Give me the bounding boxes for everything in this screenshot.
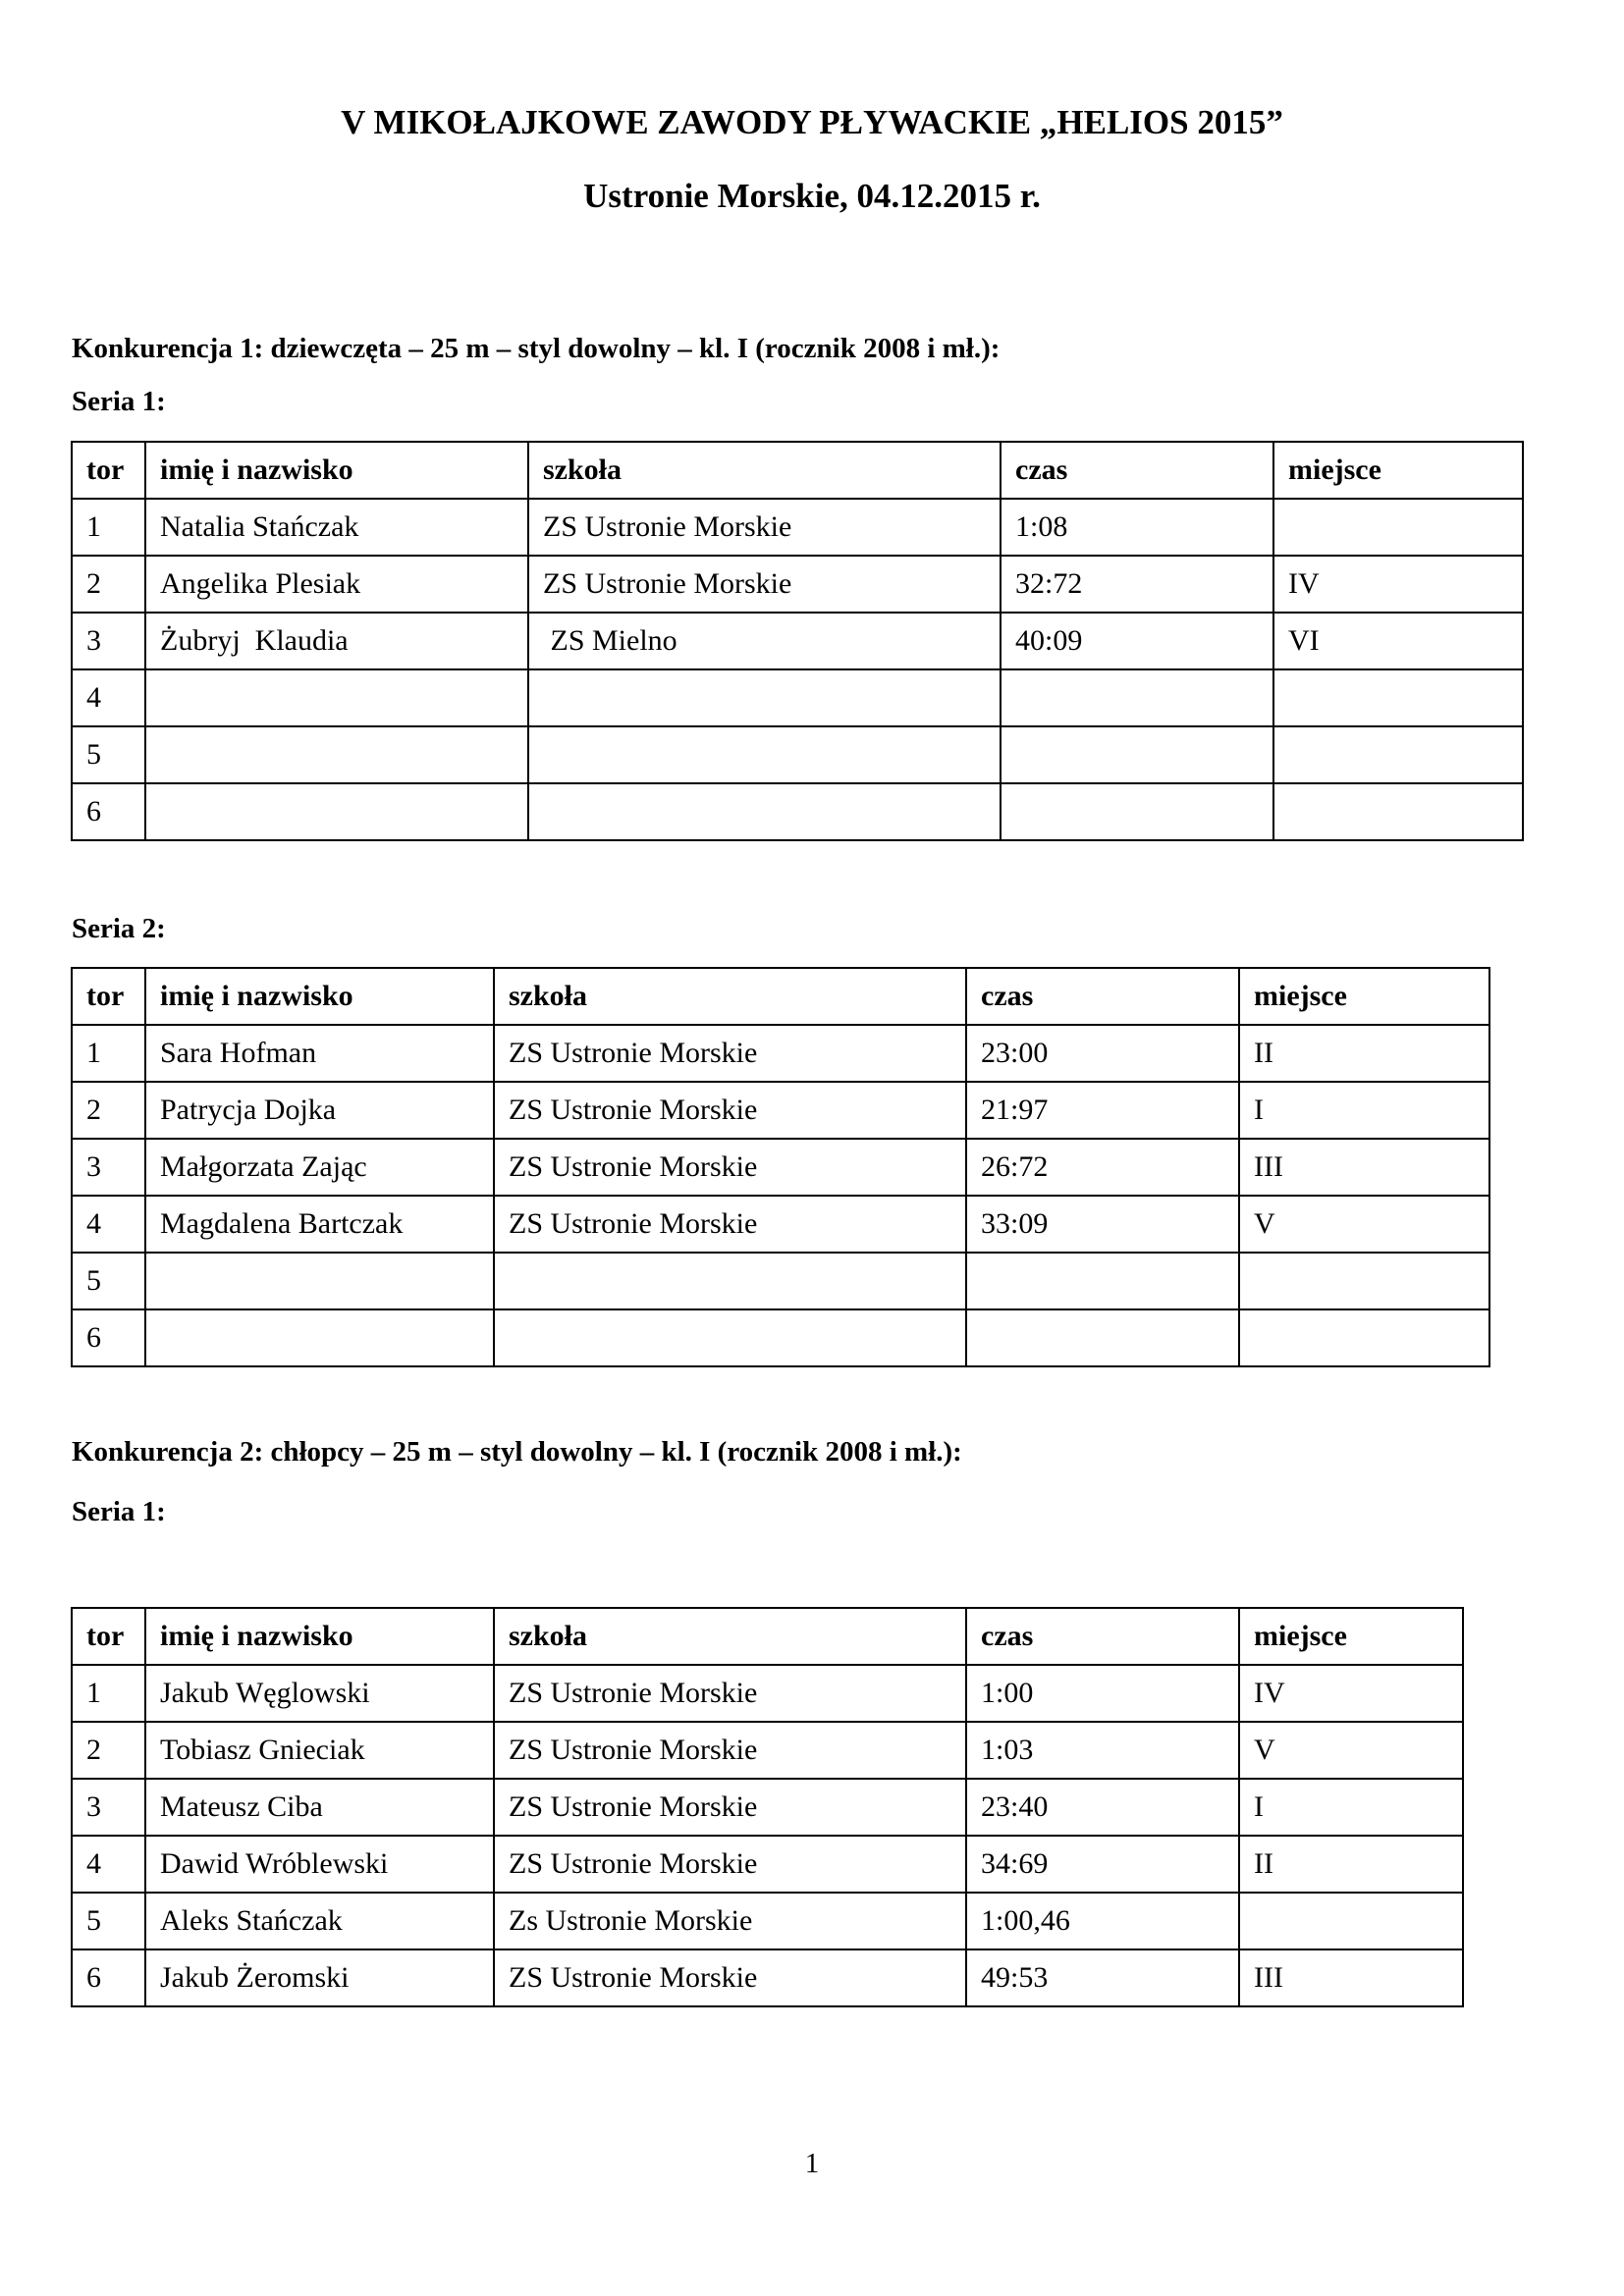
table-row (72, 1722, 1463, 1779)
lane-cell: 1 (72, 1665, 145, 1722)
time-cell: 21:97 (966, 1082, 1239, 1139)
school-cell (528, 726, 1001, 783)
lane-cell: 4 (72, 1836, 145, 1893)
results-table (71, 1607, 1464, 2007)
place-cell: II (1239, 1025, 1489, 1082)
column-header: szkoła (494, 968, 966, 1025)
time-cell: 26:72 (966, 1139, 1239, 1196)
column-header: szkoła (528, 442, 1001, 499)
time-cell: 23:00 (966, 1025, 1239, 1082)
time-cell: 32:72 (1001, 556, 1273, 613)
name-cell: Aleks Stańczak (145, 1893, 494, 1949)
place-cell: IV (1239, 1665, 1463, 1722)
name-cell (145, 1253, 494, 1309)
table-row (72, 1253, 1489, 1309)
school-cell: ZS Ustronie Morskie (494, 1779, 966, 1836)
name-cell (145, 669, 528, 726)
column-header: tor (72, 1608, 145, 1665)
column-header: imię i nazwisko (145, 968, 494, 1025)
name-cell: Tobiasz Gnieciak (145, 1722, 494, 1779)
column-header: czas (1001, 442, 1273, 499)
table-row (72, 499, 1523, 556)
column-header: tor (72, 442, 145, 499)
school-cell: Zs Ustronie Morskie (494, 1893, 966, 1949)
column-header: imię i nazwisko (145, 1608, 494, 1665)
school-cell: ZS Ustronie Morskie (494, 1949, 966, 2006)
place-cell (1239, 1309, 1489, 1366)
place-cell: V (1239, 1196, 1489, 1253)
time-cell (966, 1253, 1239, 1309)
column-header: czas (966, 968, 1239, 1025)
table-row (72, 613, 1523, 669)
place-cell: I (1239, 1082, 1489, 1139)
table-row (72, 1082, 1489, 1139)
table-row (72, 1665, 1463, 1722)
lane-cell: 6 (72, 1309, 145, 1366)
place-cell: II (1239, 1836, 1463, 1893)
table-header-row (72, 442, 1523, 499)
document-subtitle: Ustronie Morskie, 04.12.2015 r. (583, 177, 1041, 215)
school-cell: ZS Mielno (528, 613, 1001, 669)
school-cell: ZS Ustronie Morskie (494, 1082, 966, 1139)
time-cell: 49:53 (966, 1949, 1239, 2006)
time-cell (1001, 669, 1273, 726)
school-cell: ZS Ustronie Morskie (528, 499, 1001, 556)
time-cell (966, 1309, 1239, 1366)
name-cell: Dawid Wróblewski (145, 1836, 494, 1893)
name-cell (145, 1309, 494, 1366)
school-cell: ZS Ustronie Morskie (494, 1139, 966, 1196)
lane-cell: 1 (72, 1025, 145, 1082)
column-header: szkoła (494, 1608, 966, 1665)
column-header: tor (72, 968, 145, 1025)
place-cell: V (1239, 1722, 1463, 1779)
table-row (72, 783, 1523, 840)
name-cell: Małgorzata Zając (145, 1139, 494, 1196)
school-cell (494, 1309, 966, 1366)
column-header: miejsce (1239, 1608, 1463, 1665)
lane-cell: 2 (72, 1082, 145, 1139)
lane-cell: 5 (72, 1253, 145, 1309)
lane-cell: 4 (72, 669, 145, 726)
school-cell (528, 783, 1001, 840)
lane-cell: 5 (72, 726, 145, 783)
place-cell (1273, 499, 1523, 556)
time-cell (1001, 726, 1273, 783)
lane-cell: 4 (72, 1196, 145, 1253)
time-cell: 1:08 (1001, 499, 1273, 556)
name-cell: Magdalena Bartczak (145, 1196, 494, 1253)
document-title: V MIKOŁAJKOWE ZAWODY PŁYWACKIE „HELIOS 2015” (341, 103, 1283, 141)
competition-1-heat-2-label: Seria 2: (72, 913, 166, 944)
place-cell: VI (1273, 613, 1523, 669)
competition-2-heat-1-label: Seria 1: (72, 1496, 166, 1527)
place-cell (1273, 783, 1523, 840)
table-header-row (72, 1608, 1463, 1665)
school-cell: ZS Ustronie Morskie (494, 1196, 966, 1253)
time-cell: 1:00,46 (966, 1893, 1239, 1949)
place-cell (1239, 1253, 1489, 1309)
time-cell: 23:40 (966, 1779, 1239, 1836)
lane-cell: 2 (72, 556, 145, 613)
school-cell (494, 1253, 966, 1309)
name-cell: Jakub Węglowski (145, 1665, 494, 1722)
table-row (72, 1893, 1463, 1949)
place-cell: IV (1273, 556, 1523, 613)
table-row (72, 1309, 1489, 1366)
name-cell: Angelika Plesiak (145, 556, 528, 613)
results-table (71, 967, 1490, 1367)
name-cell: Żubryj Klaudia (145, 613, 528, 669)
place-cell (1239, 1893, 1463, 1949)
time-cell: 1:00 (966, 1665, 1239, 1722)
time-cell: 34:69 (966, 1836, 1239, 1893)
table-row (72, 1025, 1489, 1082)
school-cell: ZS Ustronie Morskie (494, 1025, 966, 1082)
lane-cell: 5 (72, 1893, 145, 1949)
table-header-row (72, 968, 1489, 1025)
name-cell: Jakub Żeromski (145, 1949, 494, 2006)
school-cell: ZS Ustronie Morskie (528, 556, 1001, 613)
column-header: imię i nazwisko (145, 442, 528, 499)
lane-cell: 6 (72, 1949, 145, 2006)
table-row (72, 556, 1523, 613)
competition-1-heat-1-label: Seria 1: (72, 386, 166, 417)
name-cell (145, 783, 528, 840)
competition-2-heading: Konkurencja 2: chłopcy – 25 m – styl dowolny – kl. I (rocznik 2008 i mł.): (72, 1436, 962, 1468)
time-cell: 40:09 (1001, 613, 1273, 669)
time-cell (1001, 783, 1273, 840)
lane-cell: 2 (72, 1722, 145, 1779)
competition-1-heading: Konkurencja 1: dziewczęta – 25 m – styl dowolny – kl. I (rocznik 2008 i mł.): (72, 333, 1001, 364)
table-row (72, 1779, 1463, 1836)
lane-cell: 3 (72, 613, 145, 669)
page-number: 1 (804, 2148, 820, 2179)
results-table (71, 441, 1524, 841)
name-cell: Sara Hofman (145, 1025, 494, 1082)
column-header: miejsce (1239, 968, 1489, 1025)
table-row (72, 1836, 1463, 1893)
school-cell: ZS Ustronie Morskie (494, 1722, 966, 1779)
time-cell: 33:09 (966, 1196, 1239, 1253)
place-cell (1273, 669, 1523, 726)
school-cell (528, 669, 1001, 726)
table-row (72, 1196, 1489, 1253)
place-cell: III (1239, 1949, 1463, 2006)
school-cell: ZS Ustronie Morskie (494, 1665, 966, 1722)
name-cell: Mateusz Ciba (145, 1779, 494, 1836)
lane-cell: 1 (72, 499, 145, 556)
table-row (72, 1139, 1489, 1196)
column-header: czas (966, 1608, 1239, 1665)
place-cell: III (1239, 1139, 1489, 1196)
table-row (72, 669, 1523, 726)
lane-cell: 6 (72, 783, 145, 840)
school-cell: ZS Ustronie Morskie (494, 1836, 966, 1893)
place-cell: I (1239, 1779, 1463, 1836)
column-header: miejsce (1273, 442, 1523, 499)
place-cell (1273, 726, 1523, 783)
lane-cell: 3 (72, 1139, 145, 1196)
lane-cell: 3 (72, 1779, 145, 1836)
name-cell: Patrycja Dojka (145, 1082, 494, 1139)
name-cell (145, 726, 528, 783)
time-cell: 1:03 (966, 1722, 1239, 1779)
table-row (72, 726, 1523, 783)
name-cell: Natalia Stańczak (145, 499, 528, 556)
table-row (72, 1949, 1463, 2006)
